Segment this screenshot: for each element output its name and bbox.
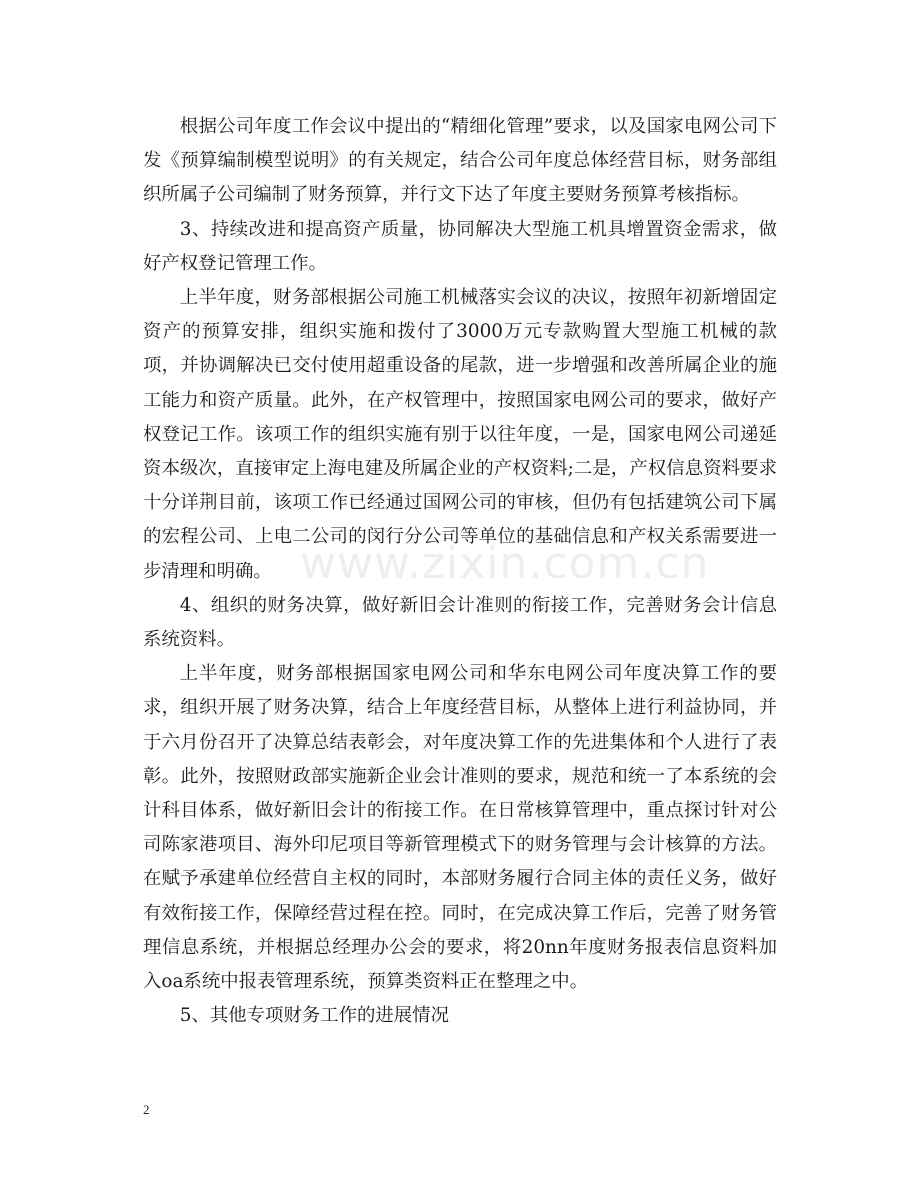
document-body: [143, 110, 777, 1033]
paragraph-asset-quality: 上半年度，财务部根据公司施工机械落实会议的决议，按照年初新增固定资产的预算安排，组织实施和拨付了3000万元专款购置大型施工机械的款项，并协调解决已交付使用超重设备的尾款，进一步增强和改善所属企业的施工能力和资产质量。此外，在产权管理中，按照国家电网公司的要求，做好产权登记工作。该项工作的组织实施有别于以往年度，一是，国家电网公司递延资本级次，直接审定上海电建及所属企业的产权资料;二是，产权信息资料要求十分详荆目前，该项工作已经通过国网公司的审核，但仍有包括建筑公司下属的宏程公司、上电二公司的闵行分公司等单位的基础信息和产权关系需要进一步清理和明确。: [143, 287, 777, 582]
paragraph-budget: 根据公司年度工作会议中提出的“精细化管理”要求，以及国家电网公司下发《预算编制模型说明》的有关规定，结合公司年度总体经营目标，财务部组织所属子公司编制了财务预算，并行文下达了年度主要财务预算考核指标。: [143, 116, 777, 206]
section-heading-5: 5、其他专项财务工作的进展情况: [179, 1005, 449, 1027]
section-heading-4: 4、组织的财务决算，做好新旧会计准则的衔接工作，完善财务会计信息系统资料。: [143, 594, 777, 651]
section-heading-3: 3、持续改进和提高资产质量，协同解决大型施工机具增置资金需求，做好产权登记管理工作。: [143, 218, 777, 274]
watermark: www.zixin.com.cn: [300, 538, 710, 589]
paragraph-final-accounts: 上半年度，财务部根据国家电网公司和华东电网公司年度决算工作的要求，组织开展了财务决算，结合上年度经营目标，从整体上进行利益协同，并于六月份召开了决算总结表彰会，对年度决算工作的先进集体和个人进行了表彰。此外，按照财政部实施新企业会计准则的要求，规范和统一了本系统的会计科目体系，做好新旧会计的衔接工作。在日常核算管理中，重点探讨针对公司陈家港项目、海外印尼项目等新管理模式下的财务管理与会计核算的方法。在赋予承建单位经营自主权的同时，本部财务履行合同主体的责任义务，做好有效衔接工作，保障经营过程在控。同时，在完成决算工作后，完善了财务管理信息系统，并根据总经理办公会的要求，将20nn年度财务报表信息资料加入oa系统中报表管理系统，预算类资料正在整理之中。: [143, 663, 777, 993]
page-number: 2: [143, 1102, 150, 1117]
